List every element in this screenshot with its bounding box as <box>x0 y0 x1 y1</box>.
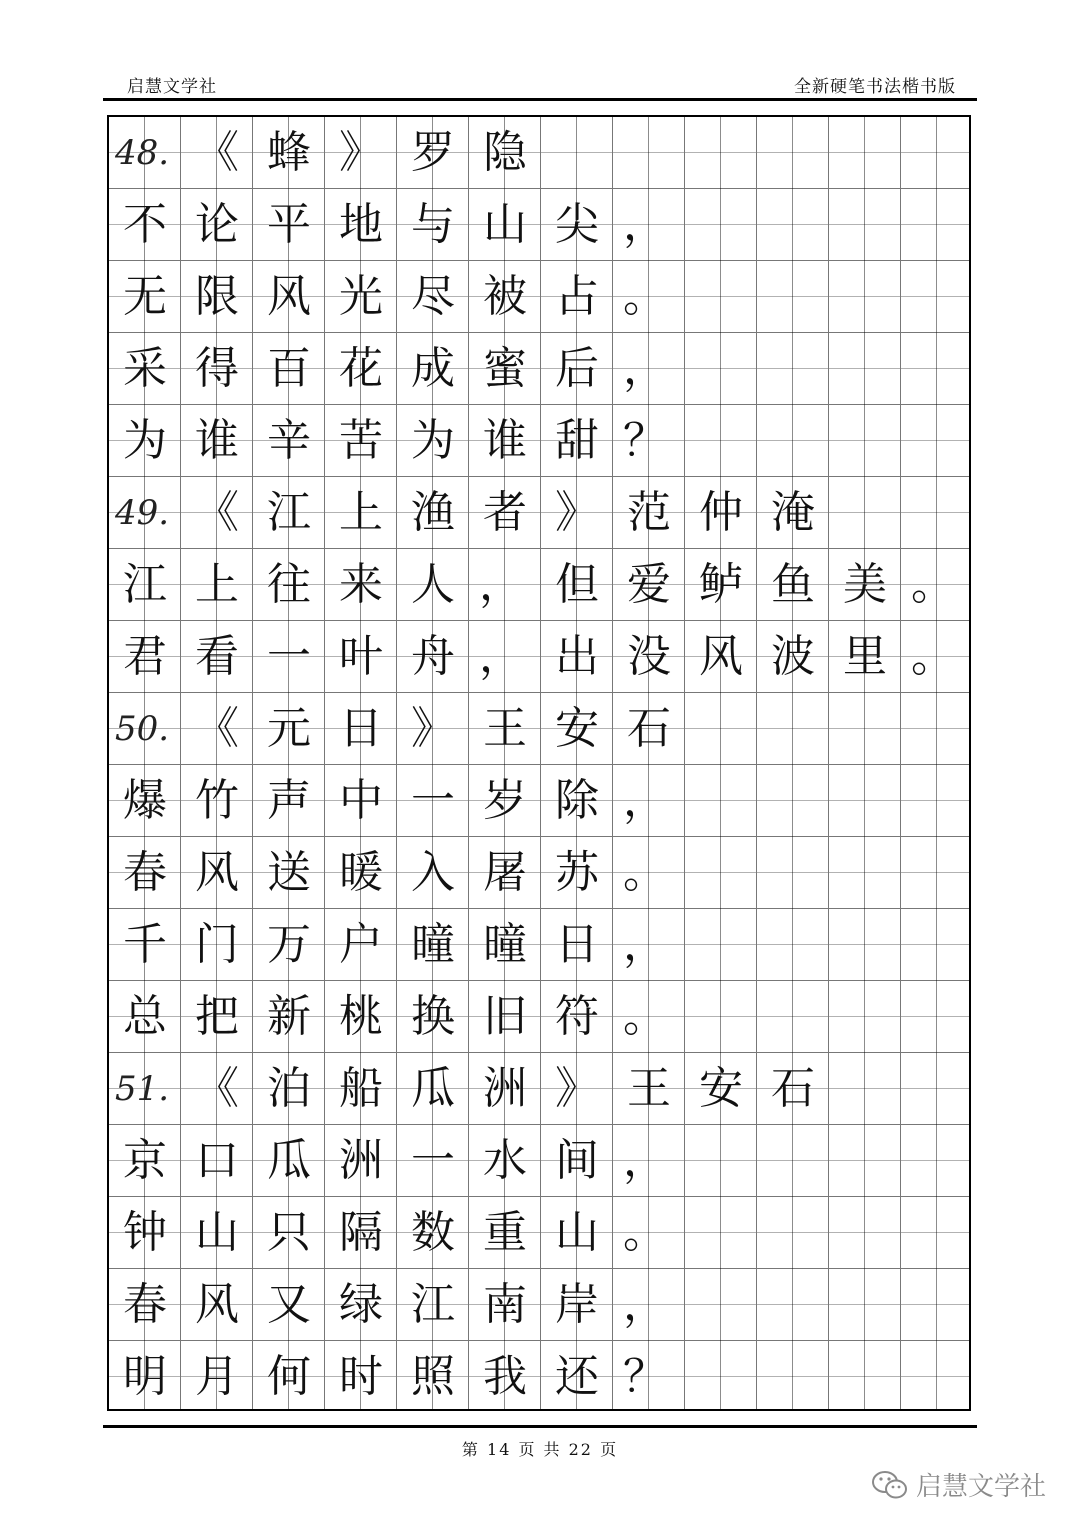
grid-character: 谁 <box>195 415 239 466</box>
grid-character: 来 <box>339 559 383 610</box>
grid-cell-empty <box>685 1269 757 1341</box>
grid-cell-empty <box>829 405 901 477</box>
grid-cell-empty <box>757 981 829 1053</box>
grid-cell-empty <box>685 837 757 909</box>
grid-character: 《 <box>195 1063 239 1114</box>
grid-character: 泊 <box>267 1063 311 1114</box>
grid-character: 《 <box>195 703 239 754</box>
grid-punctuation: 。 <box>911 631 955 682</box>
grid-character: 户 <box>339 919 383 970</box>
grid-character: 蜜 <box>483 343 527 394</box>
grid-character: 换 <box>411 991 455 1042</box>
grid-character: 《 <box>195 127 239 178</box>
grid-character: 绿 <box>339 1279 383 1330</box>
grid-character: 安 <box>555 703 599 754</box>
grid-cell-empty <box>757 909 829 981</box>
poem-number: 48. <box>115 133 170 173</box>
grid-character: 苦 <box>339 415 383 466</box>
wechat-icon <box>872 1470 908 1500</box>
grid-punctuation: ？ <box>623 415 667 466</box>
header-edition: 全新硬笔书法楷书版 <box>794 77 956 97</box>
grid-cell-empty <box>901 189 973 261</box>
grid-character: 时 <box>339 1351 383 1402</box>
grid-cell-empty <box>757 405 829 477</box>
grid-character: 间 <box>555 1135 599 1186</box>
grid-cell-empty <box>901 1269 973 1341</box>
grid-character: 淹 <box>771 487 815 538</box>
grid-cell-empty <box>685 1197 757 1269</box>
grid-cell-empty <box>829 909 901 981</box>
footer-rule <box>103 1425 977 1428</box>
grid-character: 限 <box>195 271 239 322</box>
grid-cell-empty <box>829 1341 901 1413</box>
grid-character: 石 <box>771 1063 815 1114</box>
grid-punctuation: 。 <box>623 1207 667 1258</box>
grid-cell-empty <box>757 189 829 261</box>
grid-row <box>109 1269 969 1341</box>
grid-punctuation: ， <box>479 631 523 682</box>
grid-character: 后 <box>555 343 599 394</box>
grid-character: 元 <box>267 703 311 754</box>
grid-character: 又 <box>267 1279 311 1330</box>
grid-row <box>109 981 969 1053</box>
grid-character: 旧 <box>483 991 527 1042</box>
grid-character: 风 <box>267 271 311 322</box>
grid-character: 洲 <box>483 1063 527 1114</box>
grid-cell-empty <box>829 765 901 837</box>
grid-cell-empty <box>901 117 973 189</box>
grid-cell-empty <box>829 333 901 405</box>
grid-cell-empty <box>829 117 901 189</box>
grid-character: 山 <box>555 1207 599 1258</box>
grid-character: 隔 <box>339 1207 383 1258</box>
grid-character: 波 <box>771 631 815 682</box>
grid-character: 光 <box>339 271 383 322</box>
grid-character: 屠 <box>483 847 527 898</box>
grid-cell-empty <box>757 837 829 909</box>
grid-character: 君 <box>123 631 167 682</box>
grid-character: 一 <box>411 775 455 826</box>
watermark-text: 启慧文学社 <box>915 1472 1046 1502</box>
grid-character: 》 <box>339 127 383 178</box>
poem-number: 49. <box>115 493 170 533</box>
grid-character: 万 <box>267 919 311 970</box>
grid-character: 地 <box>339 199 383 250</box>
grid-character: 声 <box>267 775 311 826</box>
grid-cell-empty <box>685 189 757 261</box>
grid-character: 为 <box>123 415 167 466</box>
grid-character: 百 <box>267 343 311 394</box>
grid-character: 何 <box>267 1351 311 1402</box>
grid-character: 风 <box>195 1279 239 1330</box>
grid-character: 瓜 <box>411 1063 455 1114</box>
grid-cell-empty <box>901 261 973 333</box>
grid-character: 船 <box>339 1063 383 1114</box>
grid-row <box>109 909 969 981</box>
grid-character: 谁 <box>483 415 527 466</box>
grid-character: 入 <box>411 847 455 898</box>
grid-punctuation: ， <box>623 1279 667 1330</box>
grid-cell-empty <box>901 765 973 837</box>
grid-cell-empty <box>757 1269 829 1341</box>
grid-character: 明 <box>123 1351 167 1402</box>
grid-character: 数 <box>411 1207 455 1258</box>
grid-character: 无 <box>123 271 167 322</box>
grid-character: 花 <box>339 343 383 394</box>
grid-character: 口 <box>195 1135 239 1186</box>
grid-cell-empty <box>829 261 901 333</box>
grid-character: 除 <box>555 775 599 826</box>
grid-cell-empty <box>757 1125 829 1197</box>
grid-character: 里 <box>843 631 887 682</box>
grid-character: 安 <box>699 1063 743 1114</box>
grid-character: 一 <box>267 631 311 682</box>
grid-row <box>109 117 969 189</box>
grid-punctuation: 。 <box>623 271 667 322</box>
grid-cell-empty <box>901 693 973 765</box>
grid-character: 渔 <box>411 487 455 538</box>
grid-character: 中 <box>339 775 383 826</box>
grid-character: 新 <box>267 991 311 1042</box>
grid-character: 看 <box>195 631 239 682</box>
grid-cell-empty <box>901 981 973 1053</box>
grid-character: 岸 <box>555 1279 599 1330</box>
grid-character: 我 <box>483 1351 527 1402</box>
grid-punctuation: ， <box>623 199 667 250</box>
grid-row <box>109 405 969 477</box>
grid-row <box>109 549 969 621</box>
grid-character: 还 <box>555 1351 599 1402</box>
grid-character: 叶 <box>339 631 383 682</box>
grid-character: 南 <box>483 1279 527 1330</box>
grid-character: 月 <box>195 1351 239 1402</box>
grid-character: 钟 <box>123 1207 167 1258</box>
grid-character: 送 <box>267 847 311 898</box>
grid-character: 》 <box>411 703 455 754</box>
grid-cell-empty <box>901 1341 973 1413</box>
grid-character: 甜 <box>555 415 599 466</box>
grid-character: 岁 <box>483 775 527 826</box>
grid-cell-empty <box>901 909 973 981</box>
grid-character: 京 <box>123 1135 167 1186</box>
grid-character: 总 <box>123 991 167 1042</box>
grid-character: 鲈 <box>699 559 743 610</box>
grid-punctuation: ， <box>623 343 667 394</box>
poem-number: 51. <box>115 1069 170 1109</box>
grid-character: 得 <box>195 343 239 394</box>
grid-cell-empty <box>685 1125 757 1197</box>
grid-character: 曈 <box>483 919 527 970</box>
grid-cell-empty <box>829 1269 901 1341</box>
grid-character: 千 <box>123 919 167 970</box>
grid-cell-empty <box>685 909 757 981</box>
grid-cell-empty <box>901 333 973 405</box>
grid-character: 采 <box>123 343 167 394</box>
grid-character: 爆 <box>123 775 167 826</box>
grid-character: 瓜 <box>267 1135 311 1186</box>
grid-character: 被 <box>483 271 527 322</box>
header-rule <box>103 98 977 101</box>
grid-punctuation: ， <box>623 1135 667 1186</box>
grid-cell-empty <box>829 189 901 261</box>
grid-character: 不 <box>123 199 167 250</box>
grid-character: 把 <box>195 991 239 1042</box>
grid-cell-empty <box>757 1341 829 1413</box>
grid-cell-empty <box>757 693 829 765</box>
grid-cell-empty <box>829 981 901 1053</box>
grid-character: 日 <box>555 919 599 970</box>
grid-character: 风 <box>699 631 743 682</box>
grid-character: 山 <box>483 199 527 250</box>
grid-character: 占 <box>555 271 599 322</box>
grid-character: 水 <box>483 1135 527 1186</box>
grid-character: 辛 <box>267 415 311 466</box>
grid-character: 苏 <box>555 847 599 898</box>
grid-cell-empty <box>901 1053 973 1125</box>
grid-character: 只 <box>267 1207 311 1258</box>
grid-cell-empty <box>757 117 829 189</box>
grid-cell-empty <box>757 765 829 837</box>
grid-row <box>109 837 969 909</box>
grid-character: 上 <box>339 487 383 538</box>
grid-character: 鱼 <box>771 559 815 610</box>
grid-character: 桃 <box>339 991 383 1042</box>
grid-cell-empty <box>685 261 757 333</box>
grid-cell-empty <box>829 1053 901 1125</box>
grid-cell-empty <box>901 1197 973 1269</box>
grid-character: 王 <box>627 1063 671 1114</box>
grid-character: 《 <box>195 487 239 538</box>
grid-cell-empty <box>685 981 757 1053</box>
grid-character: 风 <box>195 847 239 898</box>
grid-character: 符 <box>555 991 599 1042</box>
grid-punctuation: ？ <box>623 1351 667 1402</box>
grid-row <box>109 1341 969 1413</box>
grid-cell-empty <box>685 693 757 765</box>
grid-row <box>109 1197 969 1269</box>
grid-character: 论 <box>195 199 239 250</box>
grid-character: 但 <box>555 559 599 610</box>
grid-cell-empty <box>829 693 901 765</box>
grid-character: 范 <box>627 487 671 538</box>
grid-cell-empty <box>685 1341 757 1413</box>
grid-character: 往 <box>267 559 311 610</box>
grid-character: 出 <box>555 631 599 682</box>
grid-character: 舟 <box>411 631 455 682</box>
grid-character: 重 <box>483 1207 527 1258</box>
grid-punctuation: 。 <box>911 559 955 610</box>
grid-character: 者 <box>483 487 527 538</box>
grid-cell-empty <box>757 261 829 333</box>
grid-character: 竹 <box>195 775 239 826</box>
grid-punctuation: 。 <box>623 847 667 898</box>
grid-character: 照 <box>411 1351 455 1402</box>
grid-row <box>109 333 969 405</box>
grid-character: 仲 <box>699 487 743 538</box>
grid-punctuation: ， <box>623 775 667 826</box>
grid-character: 江 <box>123 559 167 610</box>
grid-cell-empty <box>901 405 973 477</box>
grid-character: 蜂 <box>267 127 311 178</box>
grid-cell-empty <box>901 1125 973 1197</box>
grid-character: 江 <box>267 487 311 538</box>
grid-row <box>109 1053 969 1125</box>
header-publisher: 启慧文学社 <box>127 77 217 97</box>
grid-character: 暖 <box>339 847 383 898</box>
grid-character: 罗 <box>411 127 455 178</box>
grid-character: 为 <box>411 415 455 466</box>
page-number: 第 14 页 共 22 页 <box>461 1440 619 1459</box>
grid-character: 尽 <box>411 271 455 322</box>
practice-grid <box>107 115 971 1411</box>
grid-character: 平 <box>267 199 311 250</box>
grid-character: 春 <box>123 847 167 898</box>
grid-character: 王 <box>483 703 527 754</box>
grid-cell-empty <box>901 837 973 909</box>
grid-character: 尖 <box>555 199 599 250</box>
grid-character: 江 <box>411 1279 455 1330</box>
grid-cell-empty <box>685 405 757 477</box>
grid-cell-empty <box>757 1197 829 1269</box>
grid-character: 爱 <box>627 559 671 610</box>
poem-number: 50. <box>115 709 170 749</box>
grid-cell-empty <box>685 117 757 189</box>
grid-character: 没 <box>627 631 671 682</box>
grid-punctuation: ， <box>623 919 667 970</box>
watermark <box>872 1466 1046 1503</box>
grid-row <box>109 693 969 765</box>
grid-character: 成 <box>411 343 455 394</box>
grid-character: 一 <box>411 1135 455 1186</box>
grid-character: 门 <box>195 919 239 970</box>
grid-cell-empty <box>685 765 757 837</box>
grid-cell-empty <box>757 333 829 405</box>
grid-punctuation: 。 <box>623 991 667 1042</box>
grid-cell-empty <box>541 117 613 189</box>
grid-row <box>109 765 969 837</box>
grid-character: 》 <box>555 487 599 538</box>
grid-row <box>109 261 969 333</box>
grid-cell-empty <box>829 837 901 909</box>
grid-cell-empty <box>613 117 685 189</box>
grid-character: 曈 <box>411 919 455 970</box>
grid-punctuation: ， <box>479 559 523 610</box>
grid-character: 人 <box>411 559 455 610</box>
grid-row <box>109 1125 969 1197</box>
grid-row <box>109 189 969 261</box>
grid-character: 美 <box>843 559 887 610</box>
grid-character: 与 <box>411 199 455 250</box>
grid-character: 洲 <box>339 1135 383 1186</box>
grid-row <box>109 621 969 693</box>
grid-cell-empty <box>829 1125 901 1197</box>
grid-character: 隐 <box>483 127 527 178</box>
grid-character: 》 <box>555 1063 599 1114</box>
grid-character: 上 <box>195 559 239 610</box>
grid-character: 日 <box>339 703 383 754</box>
grid-cell-empty <box>829 1197 901 1269</box>
grid-character: 石 <box>627 703 671 754</box>
grid-cell-empty <box>685 333 757 405</box>
grid-cell-empty <box>829 477 901 549</box>
grid-character: 山 <box>195 1207 239 1258</box>
grid-character: 春 <box>123 1279 167 1330</box>
grid-cell-empty <box>901 477 973 549</box>
grid-row <box>109 477 969 549</box>
